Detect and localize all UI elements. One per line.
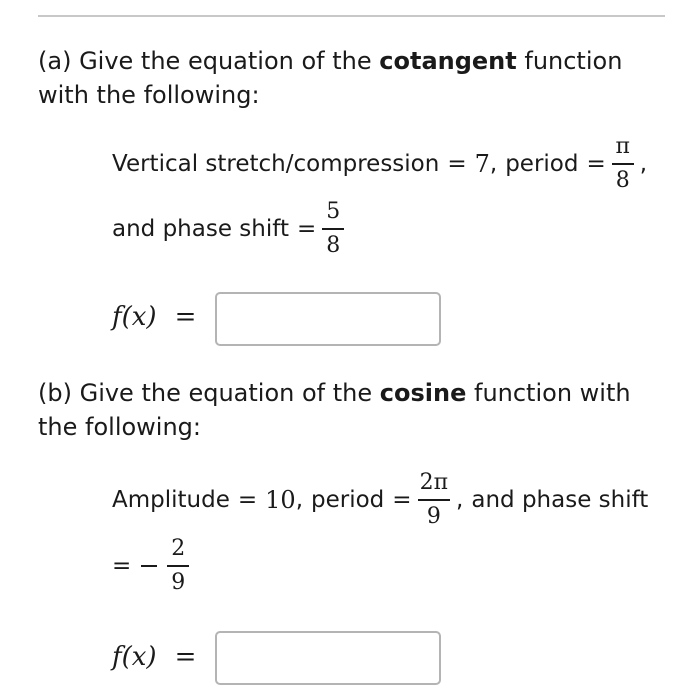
amp-comma: , <box>295 487 304 513</box>
phase-numerator: 5 <box>326 199 341 224</box>
part-b-prompt-post: function with the following: <box>38 379 631 441</box>
part-a-f-label <box>112 302 196 332</box>
phase-label: and phase shift <box>112 216 289 242</box>
b-phase-fraction <box>167 536 189 596</box>
part-b-line1 <box>112 470 648 530</box>
part-a-prompt-post: function with the following: <box>38 47 623 109</box>
period-eq: = <box>586 151 606 177</box>
amp-label: Amplitude <box>112 487 230 513</box>
b-period-comma: , <box>456 487 464 513</box>
b-phase-minus-sign <box>141 565 157 567</box>
part-b-answer-input[interactable] <box>215 631 441 685</box>
part-b-function-notation: f(x) <box>112 642 157 672</box>
period-fraction <box>612 134 634 194</box>
part-a-line2 <box>112 199 350 259</box>
phase-eq: = <box>296 216 317 242</box>
part-b-f-eq: = <box>174 642 197 672</box>
phase-denominator: 8 <box>326 233 341 258</box>
part-b-prompt <box>38 376 668 444</box>
period-numerator: π <box>615 134 630 159</box>
b-phase-numerator: 2 <box>171 536 186 561</box>
part-b-f-label <box>112 642 196 672</box>
part-a-prompt <box>38 44 668 112</box>
top-divider <box>38 15 665 17</box>
b-period-numerator: 2π <box>419 470 449 495</box>
vs-label: Vertical stretch/compression <box>112 151 440 177</box>
phase-fraction <box>322 199 344 259</box>
b-phase-label: and phase shift <box>471 487 649 513</box>
period-fraction-bar <box>612 163 634 165</box>
vs-comma: , <box>489 151 498 177</box>
vs-eq: = <box>447 151 467 177</box>
b-phase-denominator: 9 <box>171 570 186 595</box>
part-a-prompt-pre: (a) Give the equation of the <box>38 47 380 75</box>
b-period-fraction <box>418 470 450 530</box>
phase-fraction-bar <box>322 228 344 230</box>
part-b-line2 <box>112 536 195 596</box>
part-a-f-eq: = <box>174 302 197 332</box>
amp-eq: = <box>237 487 258 513</box>
period-denominator: 8 <box>615 168 630 193</box>
b-phase-fraction-bar <box>167 565 189 567</box>
part-a-function-notation: f(x) <box>112 302 157 332</box>
period-label: period <box>505 151 579 177</box>
period-comma: , <box>639 151 648 177</box>
part-a-answer-input[interactable] <box>215 292 441 346</box>
part-b-prompt-pre: (b) Give the equation of the <box>38 379 380 407</box>
amp-value: 10 <box>265 486 296 514</box>
b-period-denominator: 9 <box>426 504 441 529</box>
part-a-line1 <box>112 134 647 194</box>
b-phase-eq: = <box>112 553 132 579</box>
b-period-label: period <box>311 487 385 513</box>
b-period-fraction-bar <box>418 499 450 501</box>
part-b-function-name: cosine <box>379 379 467 407</box>
part-a-function-name: cotangent <box>379 47 517 75</box>
vs-value: 7 <box>474 150 490 178</box>
b-period-eq: = <box>392 487 412 513</box>
